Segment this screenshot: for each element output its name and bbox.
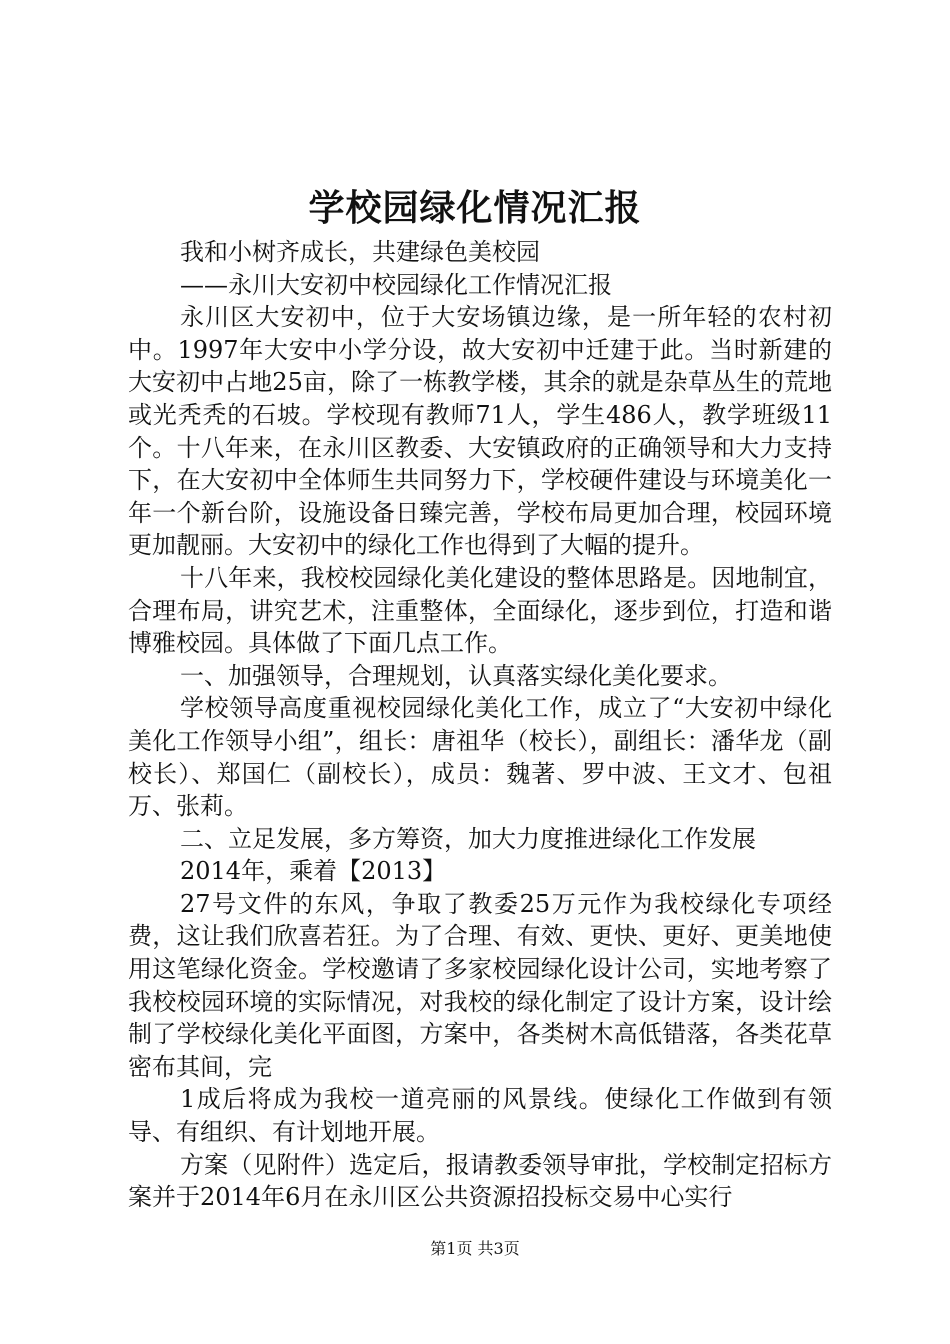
paragraph: 1成后将成为我校一道亮丽的风景线。使绿化工作做到有领导、有组织、有计划地开展。 bbox=[128, 1085, 832, 1147]
document-title: 学校园绿化情况汇报 bbox=[308, 187, 642, 229]
paragraph: 永川区大安初中，位于大安场镇边缘，是一所年轻的农村初中。1997年大安中小学分设，故大安初中迁建于此。当时新建的大安初中占地25亩，除了一栋教学楼，其余的就是杂草丛生的荒地或光秃秃的石坡。学校现有教师71人，学生486人，教学班级11个。十八年来，在永川区教委、大安镇政府的正确领导和大力支持下，在大安初中全体师生共同努力下，学校硬件建设与环境美化一年一个新台阶，设施设备日臻完善，学校布局更加合理，校园环境更加靓丽。大安初中的绿化工作也得到了大幅的提升。 bbox=[128, 303, 832, 560]
section-heading: 一、加强领导，合理规划，认真落实绿化美化要求。 bbox=[180, 661, 732, 690]
section-heading: 二、立足发展，多方筹资，加大力度推进绿化工作发展 bbox=[180, 824, 756, 853]
subtitle-line: ——永川大安初中校园绿化工作情况汇报 bbox=[180, 270, 612, 299]
paragraph: 2014年，乘着【2013】 bbox=[180, 857, 447, 886]
paragraph: 学校领导高度重视校园绿化美化工作，成立了“大安初中绿化美化工作领导小组”，组长：唐祖华（校长），副组长：潘华龙（副校长）、郑国仁（副校长），成员：魏著、罗中波、王文才、包祖万、张莉。 bbox=[128, 694, 832, 821]
subtitle-line: 我和小树齐成长，共建绿色美校园 bbox=[180, 238, 540, 266]
paragraph: 27号文件的东风，争取了教委25万元作为我校绿化专项经费，这让我们欣喜若狂。为了合理、有效、更快、更好、更美地使用这笔绿化资金。学校邀请了多家校园绿化设计公司，实地考察了我校校园环境的实际情况，对我校的绿化制定了设计方案，设计绘制了学校绿化美化平面图，方案中，各类树木高低错落，各类花草密布其间，完 bbox=[128, 889, 832, 1081]
paragraph: 十八年来，我校校园绿化美化建设的整体思路是。因地制宜，合理布局，讲究艺术，注重整体，全面绿化，逐步到位，打造和谐博雅校园。具体做了下面几点工作。 bbox=[128, 563, 832, 658]
page-number-footer: 第1页 共3页 bbox=[430, 1239, 520, 1258]
paragraph: 方案（见附件）选定后，报请教委领导审批，学校制定招标方案并于2014年6月在永川区公共资源招投标交易中心实行 bbox=[128, 1150, 832, 1212]
document-body bbox=[128, 236, 832, 1214]
